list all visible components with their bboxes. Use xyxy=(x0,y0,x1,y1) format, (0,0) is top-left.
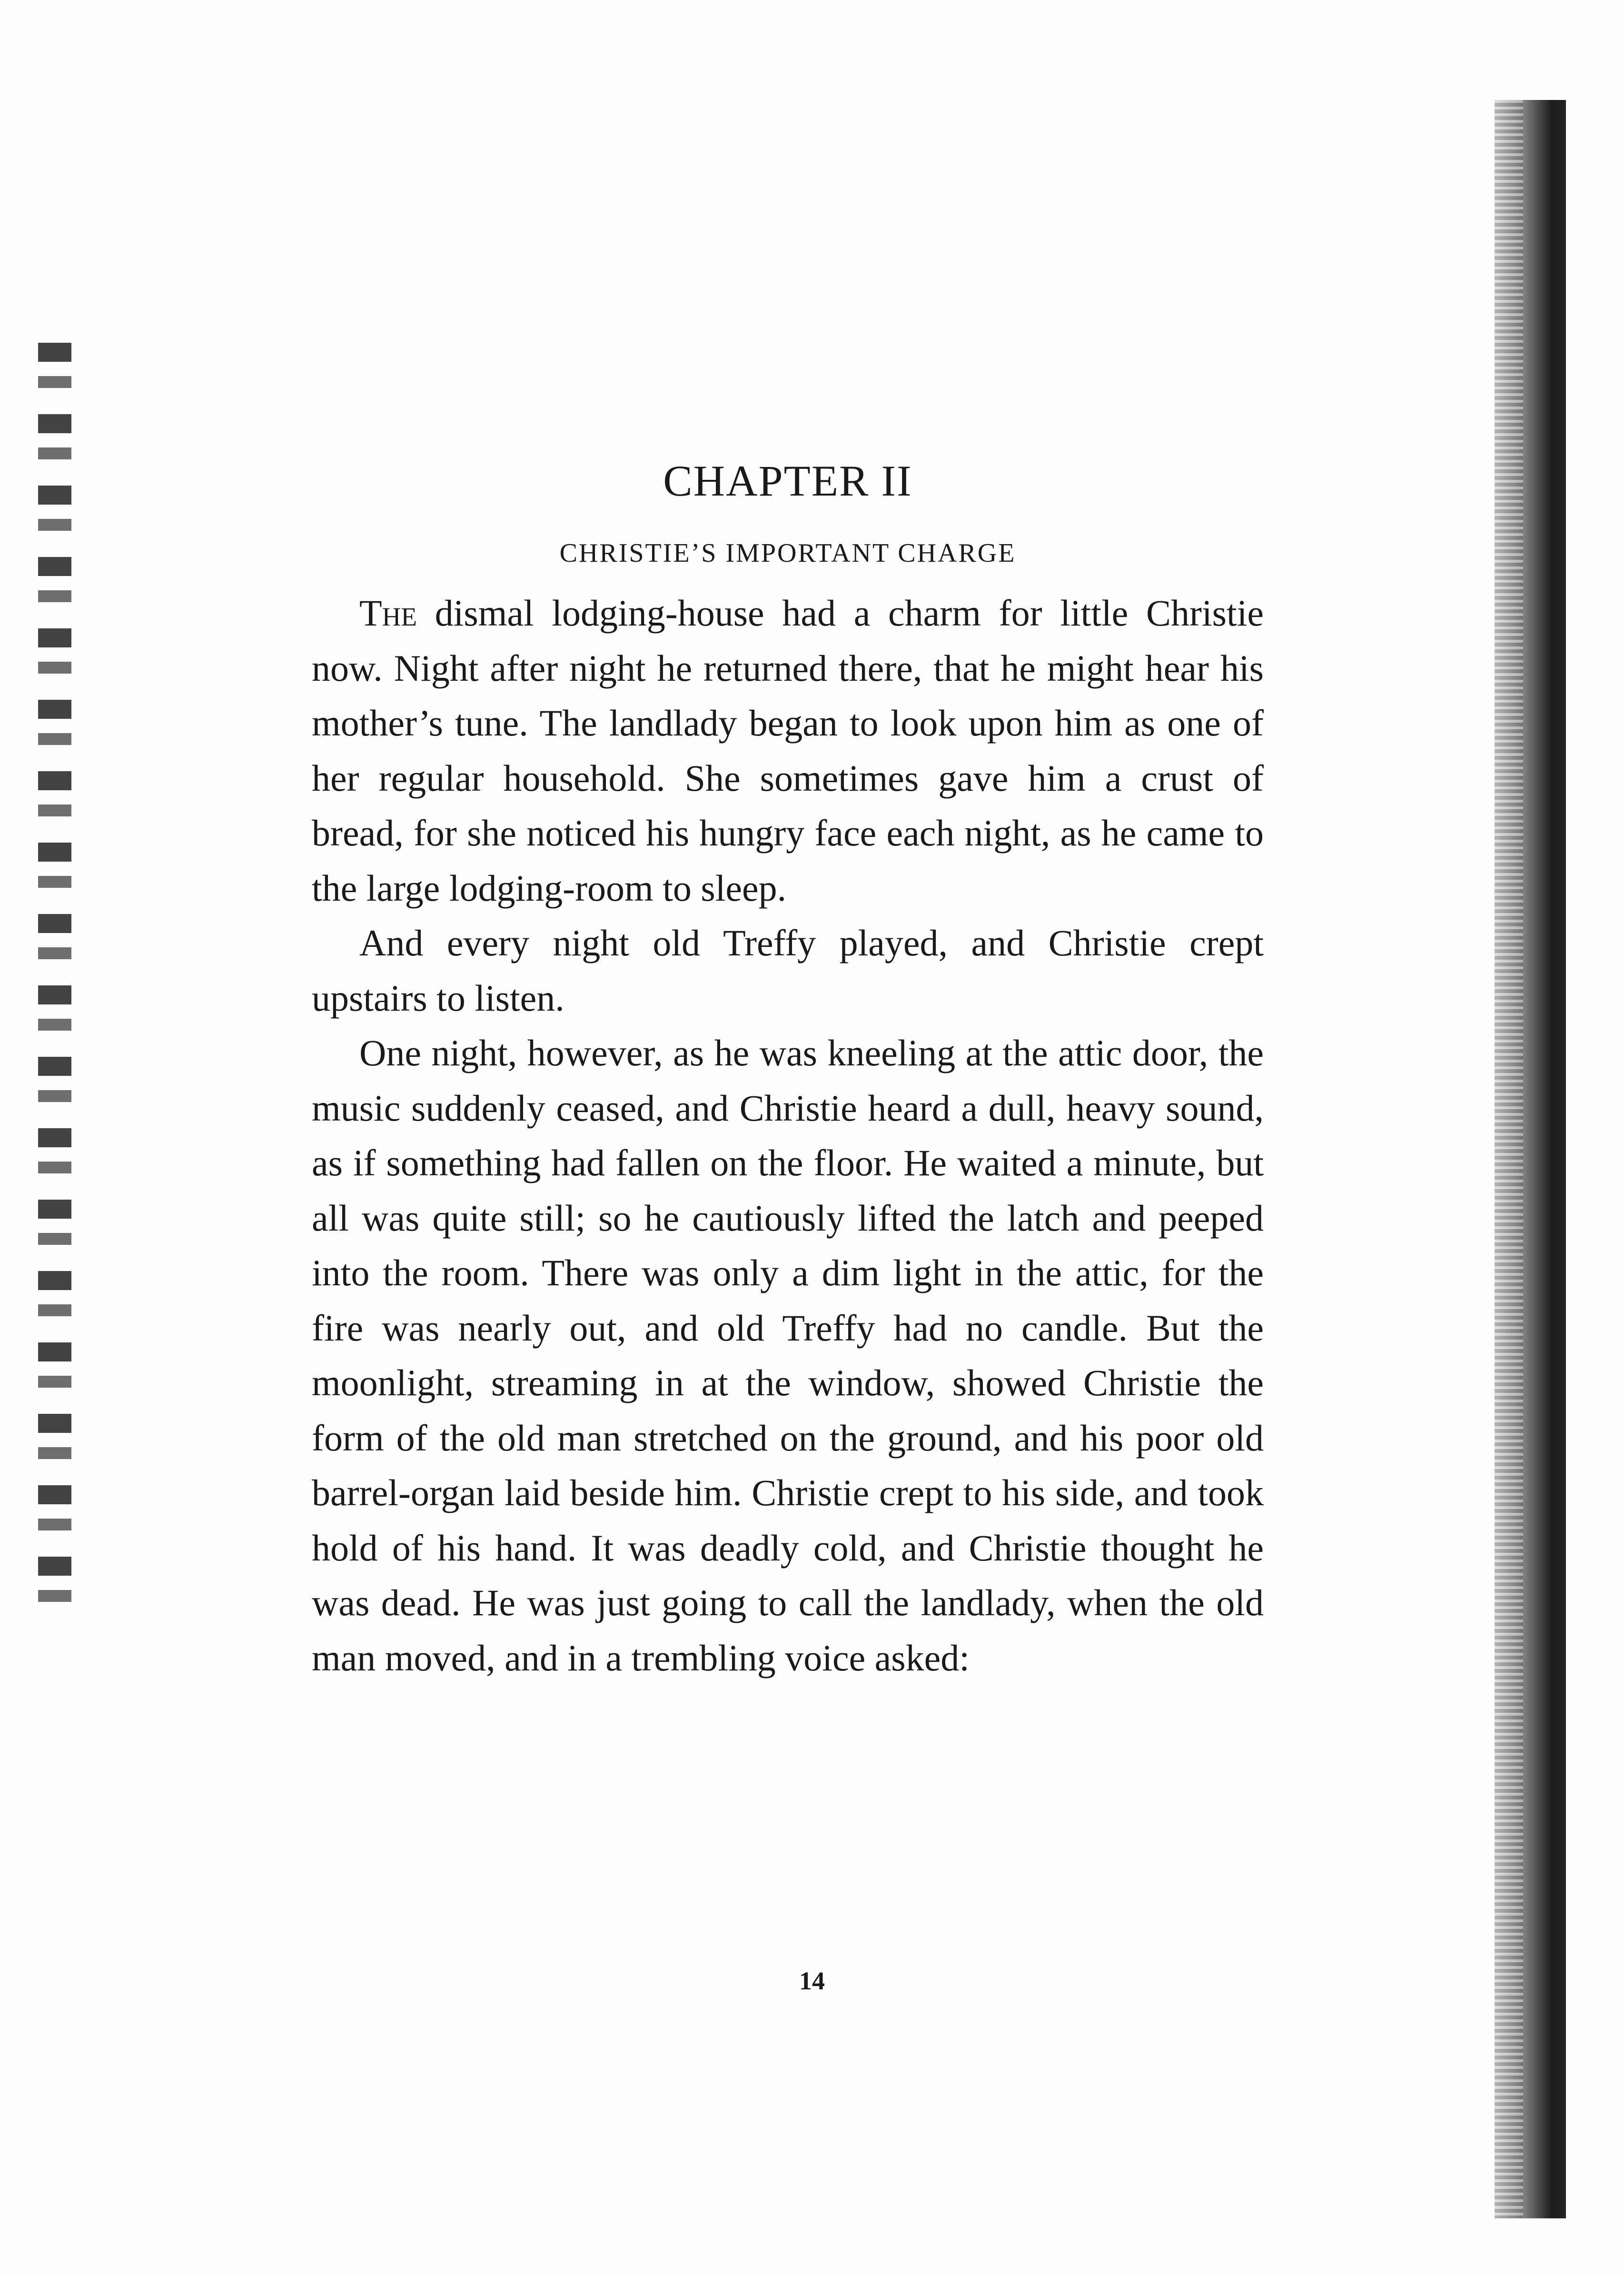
chapter-title: CHAPTER II xyxy=(663,457,912,505)
page-number: 14 xyxy=(799,1967,825,1995)
paragraph-1-text: dismal lodging-house had a charm for little Christie now. Night after night he returned there, that he might hear his mother’s tune. The landlady began to look upon him as one of her regular household. She sometimes gave him a crust of bread, for she noticed his hungry face each night, as he came to the large lodging-room to sleep. xyxy=(312,592,1264,909)
binding-shadow xyxy=(1495,100,1566,2218)
paragraph-1-first-word: The xyxy=(359,592,417,634)
page-text xyxy=(312,457,1264,1685)
paragraph-2: And every night old Treffy played, and Christie crept upstairs to listen. xyxy=(312,922,1264,1019)
paragraph-3: One night, however, as he was kneeling at the attic door, the music suddenly ceased, and Christie heard a dull, heavy sound, as if something had fallen on the floor. He waited a minute, but all was quite still; so he cautiously lifted the latch and peeped into the room. There was only a dim light in the attic, for the fire was nearly out, and old Treffy had no candle. But the moonlight, streaming in at the window, showed Christie the form of the old man stretched on the ground, and his poor old barrel-organ laid beside him. Christie crept to his side, and took hold of his hand. It was deadly cold, and Christie thought he was dead. He was just going to call the landlady, when the old man moved, and in a trembling voice asked: xyxy=(312,1032,1264,1679)
scan-margin-marks xyxy=(38,343,71,1628)
chapter-subtitle: CHRISTIE’S IMPORTANT CHARGE xyxy=(559,538,1016,568)
paragraph-1 xyxy=(312,586,1264,915)
